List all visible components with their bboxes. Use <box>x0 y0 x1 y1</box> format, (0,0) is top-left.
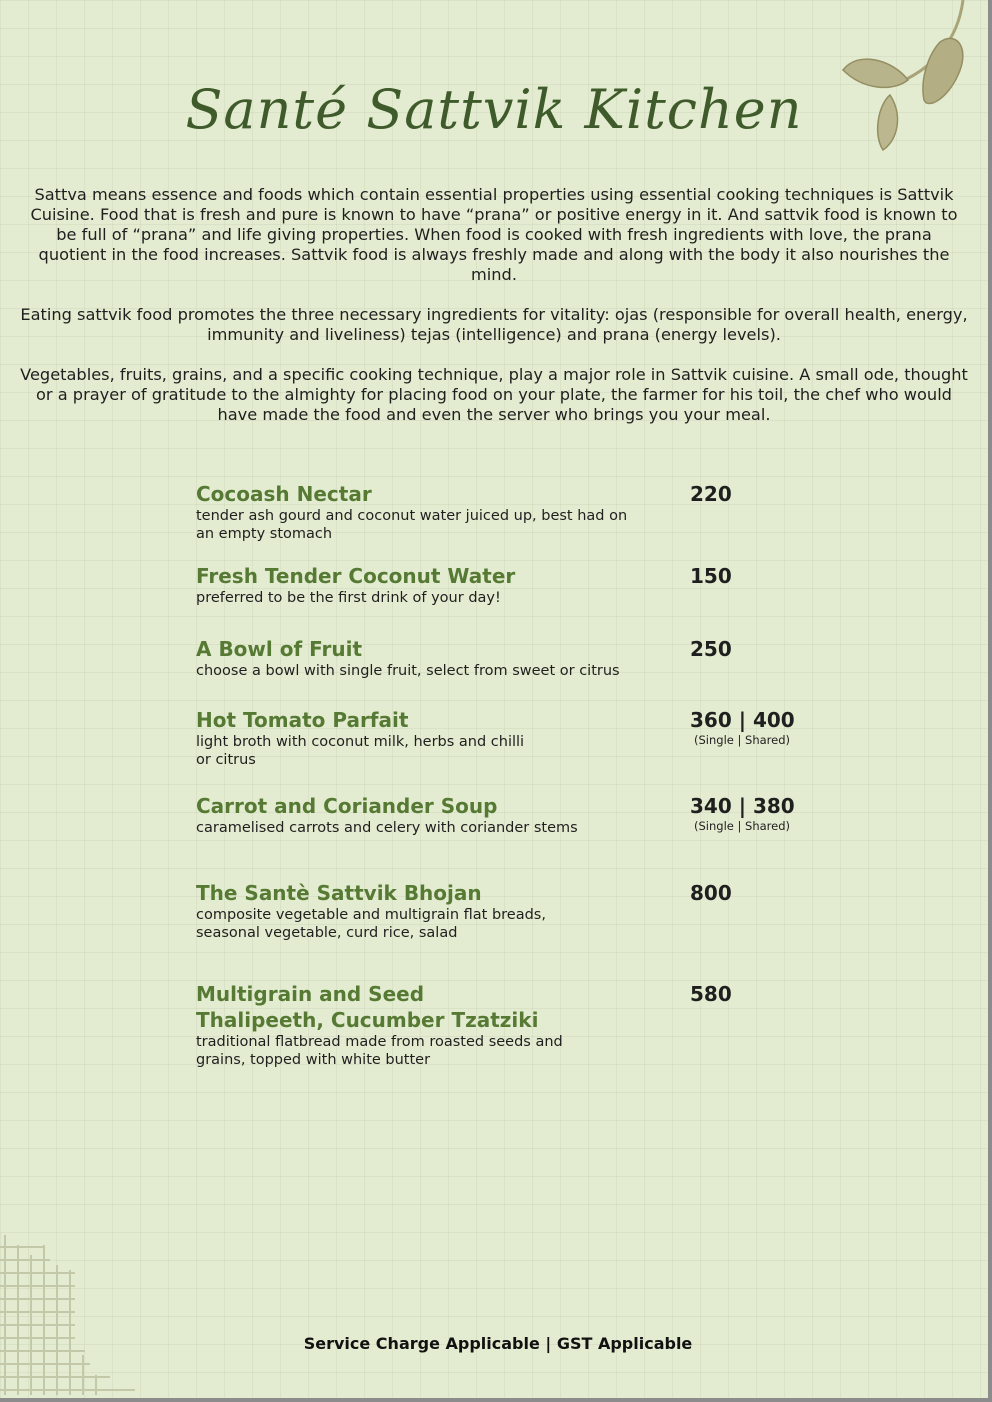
intro-text <box>20 185 968 445</box>
menu-item-carrot-coriander-soup <box>196 793 816 837</box>
menu-item-coconut-water <box>196 563 816 607</box>
intro-paragraph-3: Vegetables, fruits, grains, and a specific cooking technique, play a major role in Sattvik cuisine. A small ode, thought or a prayer of gratitude to the almighty for placing food on your plate, the farmer for his toil, the chef who would have made the food and even the server who brings you your meal. <box>20 365 968 424</box>
menu-item-description: choose a bowl with single fruit, select from sweet or citrus <box>196 663 620 679</box>
menu-item-name: Multigrain and Seed Thalipeeth, Cucumber Tzatziki <box>196 982 539 1032</box>
menu-item-price: 150 <box>690 564 732 588</box>
menu-item-thalipeeth <box>196 981 816 1069</box>
menu-item-bowl-of-fruit <box>196 636 816 680</box>
menu-item-name: Carrot and Coriander Soup <box>196 794 498 818</box>
menu-item-description: caramelised carrots and celery with coriander stems <box>196 820 578 836</box>
menu-item-price: 250 <box>690 637 732 661</box>
menu-item-description: traditional flatbread made from roasted seeds and grains, topped with white butter <box>196 1034 563 1068</box>
menu-item-description: light broth with coconut milk, herbs and chilli or citrus <box>196 734 525 768</box>
menu-item-description: composite vegetable and multigrain flat breads, seasonal vegetable, curd rice, salad <box>196 907 546 941</box>
menu-item-name: The Santè Sattvik Bhojan <box>196 881 482 905</box>
menu-item-price-note: (Single | Shared) <box>694 733 790 747</box>
menu-item-price: 800 <box>690 881 732 905</box>
menu-item-sattvik-bhojan <box>196 880 816 942</box>
menu-item-price: 580 <box>690 982 732 1006</box>
menu-item-price-note: (Single | Shared) <box>694 819 790 833</box>
page-title: Santé Sattvik Kitchen <box>185 78 803 141</box>
menu-item-hot-tomato-parfait <box>196 707 816 769</box>
menu-item-name: Cocoash Nectar <box>196 482 372 506</box>
menu-item-name: Hot Tomato Parfait <box>196 708 409 732</box>
menu-item-price: 220 <box>690 482 732 506</box>
menu-item-name: Fresh Tender Coconut Water <box>196 564 516 588</box>
menu-item-description: preferred to be the first drink of your day! <box>196 590 501 606</box>
menu-item-description: tender ash gourd and coconut water juiced up, best had on an empty stomach <box>196 508 628 542</box>
menu-item-price: 360 | 400 <box>690 708 795 732</box>
menu-item-name: A Bowl of Fruit <box>196 637 363 661</box>
menu-item-price: 340 | 380 <box>690 794 795 818</box>
menu-item-cocoash-nectar <box>196 481 816 543</box>
intro-paragraph-2: Eating sattvik food promotes the three necessary ingredients for vitality: ojas (responsible for overall health, energy, immunity and liveliness) tejas (intelligence) and prana (energy levels). <box>20 305 968 344</box>
grid-pattern-icon <box>0 1235 140 1400</box>
footer-note: Service Charge Applicable | GST Applicable <box>303 1334 693 1353</box>
intro-paragraph-1: Sattva means essence and foods which contain essential properties using essential cooking techniques is Sattvik Cuisine. Food that is fresh and pure is known to have “prana” or positive energy in it. And sattvik food is known to be full of “prana” and life giving properties. When food is cooked with fresh ingredients with love, the prana quotient in the food increases. Sattvik food is always freshly made and along with the body it also nourishes the mind. <box>30 185 958 284</box>
